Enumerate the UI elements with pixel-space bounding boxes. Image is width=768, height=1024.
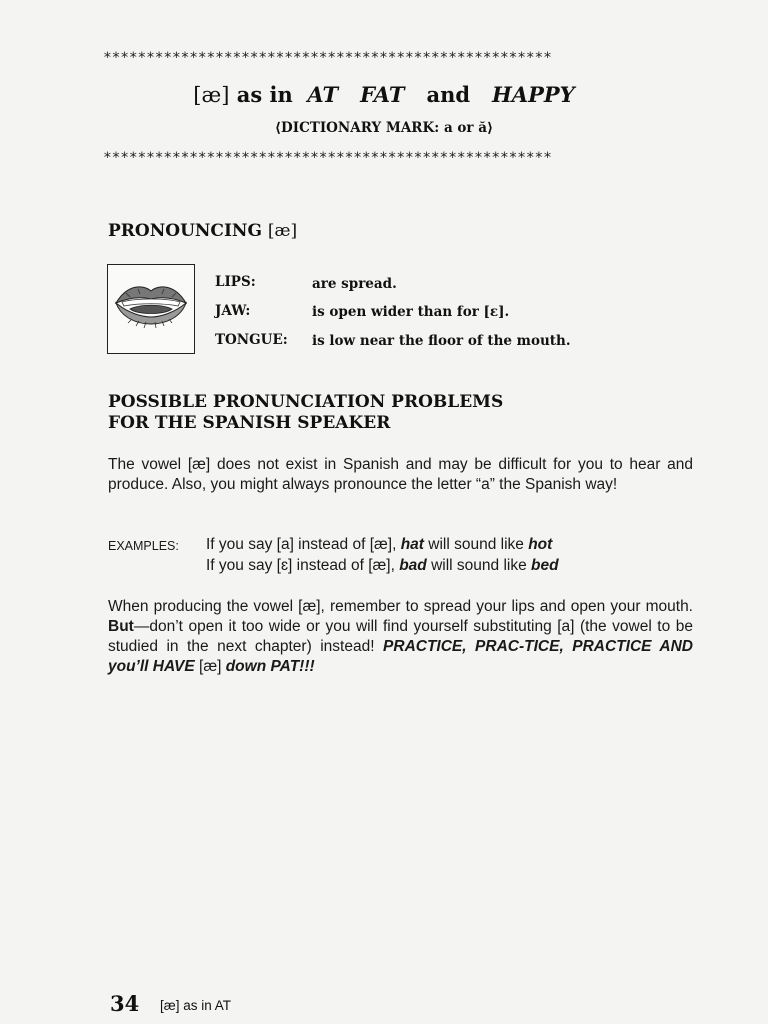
page-title <box>0 82 768 107</box>
title-word-happy: HAPPY <box>491 82 575 107</box>
examples-label: EXAMPLES: <box>108 539 179 553</box>
feature-value-tongue: is low near the floor of the mouth. <box>312 333 571 349</box>
mouth-icon <box>108 265 194 353</box>
decorative-star-rule-bottom: **************************************************** <box>103 150 552 166</box>
section-heading-problems <box>108 392 668 434</box>
feature-label-jaw: JAW: <box>215 303 251 319</box>
title-symbol: [æ] <box>193 83 230 107</box>
title-word-at: AT <box>307 82 339 107</box>
practice-ending: down PAT!!! <box>225 658 315 675</box>
page-number: 34 <box>110 991 140 1016</box>
feature-label-lips: LIPS: <box>215 274 256 290</box>
feature-value-jaw: is open wider than for [ɛ]. <box>312 304 510 320</box>
title-word-fat: FAT <box>360 82 405 107</box>
practice-symbol: [æ] <box>194 658 226 675</box>
decorative-star-rule-top: **************************************************** <box>103 50 552 66</box>
paragraph-intro: The vowel [æ] does not exist in Spanish and may be difficult for you to hear and produce. Also, you might always pronounce the letter “a” the Spanish way! <box>108 456 693 493</box>
feature-label-tongue: TONGUE: <box>215 332 288 348</box>
example-2: If you say [ɛ] instead of [æ], bad will sound like bed <box>206 557 559 574</box>
title-and: and <box>426 82 471 107</box>
heading-symbol: [æ] <box>267 221 298 241</box>
title-as-in: as in <box>236 82 293 107</box>
paragraph-advice: When producing the vowel [æ], remember to spread your lips and open your mouth. But—don’t open it too wide or you will find yourself substituting [a] (the vowel to be studied in the next chapter) instead! PRACTICE, PRAC-TICE, PRACTICE AND you’ll HAVE [æ] down PAT!!! <box>108 598 693 675</box>
example-1: If you say [a] instead of [æ], hat will sound like hot <box>206 536 553 553</box>
heading-line-1: POSSIBLE PRONUNCIATION PROBLEMS <box>108 392 504 412</box>
heading-line-2: FOR THE SPANISH SPEAKER <box>108 413 391 433</box>
mouth-illustration <box>107 264 195 354</box>
practice-phrase: PRACTICE, PRAC-TICE, PRACTICE AND you’ll HAVE <box>108 638 693 675</box>
emphasis-but: But <box>108 618 134 635</box>
running-title: [æ] as in AT <box>160 998 232 1013</box>
feature-value-lips: are spread. <box>312 276 397 292</box>
section-heading-pronouncing <box>108 221 297 241</box>
heading-text: PRONOUNCING <box>108 221 262 241</box>
dictionary-mark: ⟨DICTIONARY MARK: a or ă⟩ <box>274 120 494 136</box>
